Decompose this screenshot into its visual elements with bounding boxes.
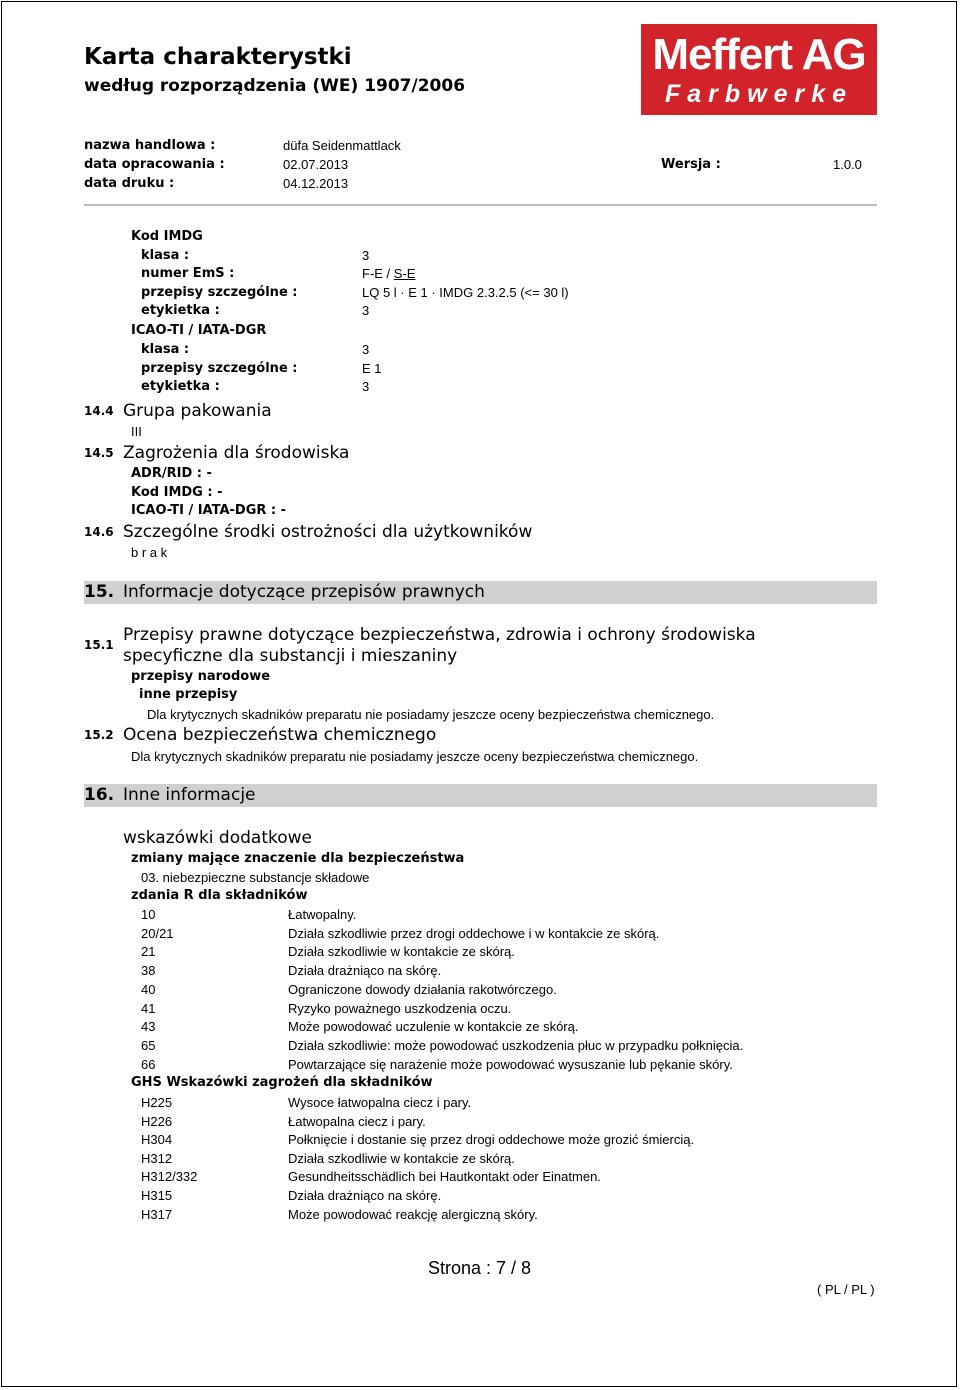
phrase-text: Powtarzające się narażenie może powodować wysuszanie lub pękanie skóry.: [288, 1056, 733, 1072]
safety-changes-text: 03. niebezpieczne substancje składowe: [141, 870, 370, 885]
additional-info-heading: wskazówki dodatkowe: [123, 828, 312, 848]
company-logo: [641, 24, 877, 115]
phrase-code: 40: [141, 981, 156, 997]
phrase-text: Działa szkodliwie przez drogi oddechowe i w kontakcie ze skórą.: [288, 925, 660, 941]
icao-special-label: przepisy szczególne :: [141, 361, 298, 376]
phrase-text: Łatwopalna ciecz i pary.: [288, 1113, 426, 1129]
section-15-header: [84, 581, 877, 604]
section-15-number: 15.: [84, 582, 115, 602]
imdg-label-value: 3: [362, 303, 370, 318]
phrase-text: Działa drażniąco na skórę.: [288, 1188, 442, 1203]
section-14-6-title: Szczególne środki ostrożności dla użytkowników: [123, 522, 533, 542]
imdg-class-label: klasa :: [141, 248, 190, 263]
section-14-4-title: Grupa pakowania: [123, 401, 272, 421]
logo-main-text: Meffert AG: [652, 30, 866, 79]
imdg-ems-fire: F-E /: [362, 266, 394, 281]
trade-name-label: nazwa handlowa :: [84, 138, 216, 153]
phrase-code: H225: [141, 1095, 173, 1110]
section-15-1-title-line1: Przepisy prawne dotyczące bezpieczeństwa, zdrowia i ochrony środowiska: [123, 625, 756, 645]
phrase-code: 43: [141, 1019, 156, 1035]
phrase-text: Gesundheitsschädlich bei Hautkontakt oder Einatmen.: [288, 1169, 601, 1185]
language-code: ( PL / PL ): [817, 1282, 875, 1297]
imdg-label-label: etykietka :: [141, 303, 220, 318]
phrase-code: 66: [141, 1056, 156, 1072]
phrase-text: Ryzyko poważnego uszkodzenia oczu.: [288, 1000, 512, 1016]
document-title: Karta charakterystki: [84, 44, 352, 70]
logo-sub-text: Farbwerke: [664, 80, 854, 108]
phrase-code: H315: [141, 1188, 173, 1203]
phrase-code: 38: [141, 963, 156, 979]
section-16-number: 16.: [84, 785, 115, 805]
section-14-5-title: Zagrożenia dla środowiska: [123, 443, 350, 463]
section-14-4-number: 14.4: [84, 404, 114, 418]
phrase-text: Działa szkodliwie w kontakcie ze skórą.: [288, 1150, 515, 1166]
icao-special-value: E 1: [362, 361, 382, 376]
phrase-text: Ograniczone dowody działania rakotwórczego.: [288, 981, 557, 997]
icao-class-label: klasa :: [141, 342, 190, 357]
phrase-text: Łatwopalny.: [288, 907, 357, 922]
safety-changes-heading: zmiany mające znaczenie dla bezpieczeństwa: [131, 851, 465, 866]
r-phrases-heading: zdania R dla składników: [131, 888, 308, 903]
ghs-phrases-heading: GHS Wskazówki zagrożeń dla składników: [131, 1075, 433, 1090]
prepared-date-value: 02.07.2013: [283, 157, 349, 172]
special-precautions-value: b r a k: [131, 545, 168, 560]
phrase-code: 20/21: [141, 925, 174, 941]
section-15-title: Informacje dotyczące przepisów prawnych: [123, 582, 485, 602]
prepared-date-label: data opracowania :: [84, 157, 225, 172]
header-divider: [84, 204, 877, 206]
section-15-2-number: 15.2: [84, 728, 114, 742]
phrase-code: H226: [141, 1113, 173, 1129]
chemical-safety-assessment-text: Dla krytycznych skadników preparatu nie posiadamy jeszcze oceny bezpieczeństwa chemicznego.: [131, 749, 699, 764]
phrase-text: Działa szkodliwie w kontakcie ze skórą.: [288, 944, 515, 960]
phrase-text: Działa szkodliwie: może powodować uszkodzenia płuc w przypadku połknięcia.: [288, 1037, 744, 1053]
phrase-text: Może powodować uczulenie w kontakcie ze skórą.: [288, 1019, 579, 1035]
icao-label-value: 3: [362, 379, 370, 394]
phrase-text: Wysoce łatwopalna ciecz i pary.: [288, 1095, 472, 1110]
document-subtitle: według rozporządzenia (WE) 1907/2006: [84, 76, 466, 96]
trade-name-value: düfa Seidenmattlack: [283, 138, 401, 153]
imdg-ems-value: [362, 266, 415, 281]
section-16-header: [84, 784, 877, 807]
print-date-value: 04.12.2013: [283, 176, 349, 191]
section-14-5-number: 14.5: [84, 446, 114, 460]
version-label: Wersja :: [661, 157, 721, 172]
imdg-special-value: LQ 5 l · E 1 · IMDG 2.3.2.5 (<= 30 l): [362, 285, 569, 300]
section-15-1-title-line2: specyficzne dla substancji i mieszaniny: [123, 646, 458, 666]
imdg-heading: Kod IMDG: [131, 229, 203, 244]
phrase-code: H317: [141, 1206, 173, 1222]
imdg-class-value: 3: [362, 248, 370, 263]
phrase-code: H312/332: [141, 1169, 198, 1185]
phrase-code: 10: [141, 907, 156, 922]
env-hazard-adr: ADR/RID : -: [131, 466, 212, 481]
icao-label-label: etykietka :: [141, 379, 220, 394]
other-regulations-label: inne przepisy: [139, 687, 238, 702]
icao-class-value: 3: [362, 342, 370, 357]
section-15-1-number: 15.1: [84, 638, 114, 652]
version-value: 1.0.0: [833, 157, 862, 172]
env-hazard-imdg: Kod IMDG : -: [131, 485, 223, 500]
phrase-text: Może powodować reakcję alergiczną skóry.: [288, 1206, 538, 1222]
print-date-label: data druku :: [84, 176, 175, 191]
page-number: Strona : 7 / 8: [428, 1258, 532, 1278]
imdg-ems-label: numer EmS :: [141, 266, 235, 281]
phrase-code: H312: [141, 1150, 173, 1166]
phrase-code: H304: [141, 1132, 173, 1148]
phrase-text: Połknięcie i dostanie się przez drogi oddechowe może grozić śmiercią.: [288, 1132, 695, 1148]
phrase-code: 41: [141, 1000, 156, 1016]
env-hazard-icao: ICAO-TI / IATA-DGR : -: [131, 503, 287, 518]
imdg-special-label: przepisy szczególne :: [141, 285, 298, 300]
other-regulations-text: Dla krytycznych skadników preparatu nie posiadamy jeszcze oceny bezpieczeństwa chemicznego.: [147, 707, 715, 722]
phrase-text: Działa drażniąco na skórę.: [288, 963, 442, 979]
phrase-code: 65: [141, 1037, 156, 1053]
section-16-title: Inne informacje: [123, 785, 256, 805]
national-regulations-label: przepisy narodowe: [131, 669, 271, 684]
phrase-code: 21: [141, 944, 156, 960]
section-15-2-title: Ocena bezpieczeństwa chemicznego: [123, 725, 437, 745]
packing-group-value: III: [131, 424, 142, 439]
section-14-6-number: 14.6: [84, 525, 114, 539]
imdg-ems-spill-link[interactable]: S-E: [393, 266, 416, 281]
icao-heading: ICAO-TI / IATA-DGR: [131, 323, 267, 338]
